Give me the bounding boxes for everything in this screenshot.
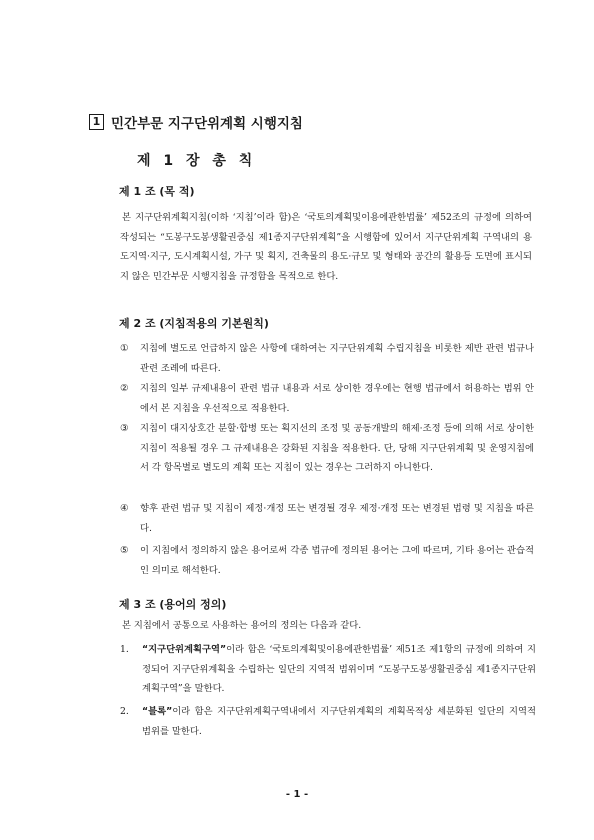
item-mark: ③ [120, 423, 129, 434]
item-text: 이 지침에서 정의하지 않은 용어로써 각종 법규에 정의된 용어는 그에 따르며, 기타 용어는 관습적인 의미로 해석한다. [140, 545, 534, 576]
article-2-heading: 제 2 조 (지침적용의 기본원칙) [119, 317, 269, 330]
item-text: 향후 관련 법규 및 지침이 제정·개정 또는 변경될 경우 제정·개정 또는 변경된 법령 및 지침을 따른다. [140, 503, 534, 534]
definition-term: “블록” [142, 706, 173, 717]
section-title-text: 민간부문 지구단위계획 시행지침 [111, 116, 303, 132]
article-3-heading: 제 3 조 (용어의 정의) [119, 598, 227, 611]
section-number-box: 1 [89, 114, 104, 130]
item-mark: ④ [120, 503, 129, 514]
item-text: 지침에 별도로 언급하지 않은 사항에 대하여는 지구단위계획 수립지침을 비롯한 제반 관련 법규나 관련 조례에 따른다. [140, 343, 534, 374]
article-2-item-5 [120, 541, 534, 580]
article-2-item-4 [120, 499, 534, 538]
article-1-body: 본 지구단위계획지침(이하 ‘지침’이라 함)은 ‘국토의계획및이용에관한법률’ 제52조의 규정에 의하여 작성되는 “도봉구도봉생활권중심 제1종지구단위계획”을 시행함에 있어서 지구단위계획 구역내의 용도지역·지구, 도시계획시설, 가구 및 획지, 건축물의 용도·규모 및 형태와 공간의 활용등 도면에 표시되지 않은 민간부문 시행지침을 규정함을 목적으로 한다. [120, 212, 532, 282]
definition-mark: 1. [120, 644, 129, 655]
item-mark: ① [120, 343, 129, 354]
item-text: 지침의 일부 규제내용이 관련 법규 내용과 서로 상이한 경우에는 현행 법규에서 허용하는 범위 안에서 본 지침을 우선적으로 적용한다. [140, 383, 534, 414]
definition-text: 이라 함은 지구단위계획구역내에서 지구단위계획의 계획목적상 세분화된 일단의 지역적 범위를 말한다. [142, 706, 536, 737]
chapter-title: 제 1 장 총 칙 [137, 153, 253, 169]
definition-1 [120, 640, 536, 699]
item-text: 지침이 대지상호간 분할·합병 또는 획지선의 조정 및 공동개발의 해제·조정 등에 의해 서로 상이한 지침이 적용될 경우 그 규제내용은 강화된 지침을 적용한다. 단, 당해 지구단위계획 및 운영지침에서 각 항목별로 별도의 계획 또는 지침이 있는 경우는 그러하지 아니한다. [140, 423, 534, 474]
definition-text: 이라 함은 ‘국토의계획및이용에관한법률’ 제51조 제1항의 규정에 의하여 지정되어 지구단위계획을 수립하는 일단의 지역적 범위이며 “도봉구도봉생활권중심 제1종지구단위계획구역”을 말한다. [142, 644, 536, 695]
section-title [89, 112, 303, 132]
definition-term: “지구단위계획구역” [142, 644, 227, 655]
article-2-item-1 [120, 339, 534, 378]
item-mark: ② [120, 383, 129, 394]
article-3-body: 본 지침에서 공통으로 사용하는 용어의 정의는 다음과 같다. [122, 620, 362, 631]
definition-2 [120, 702, 536, 741]
page-number: - 1 - [285, 789, 309, 800]
article-1-heading: 제 1 조 (목 적) [119, 185, 195, 198]
article-2-item-3 [120, 419, 534, 478]
item-mark: ⑤ [120, 545, 129, 556]
definition-mark: 2. [120, 706, 129, 717]
article-2-item-2 [120, 379, 534, 418]
